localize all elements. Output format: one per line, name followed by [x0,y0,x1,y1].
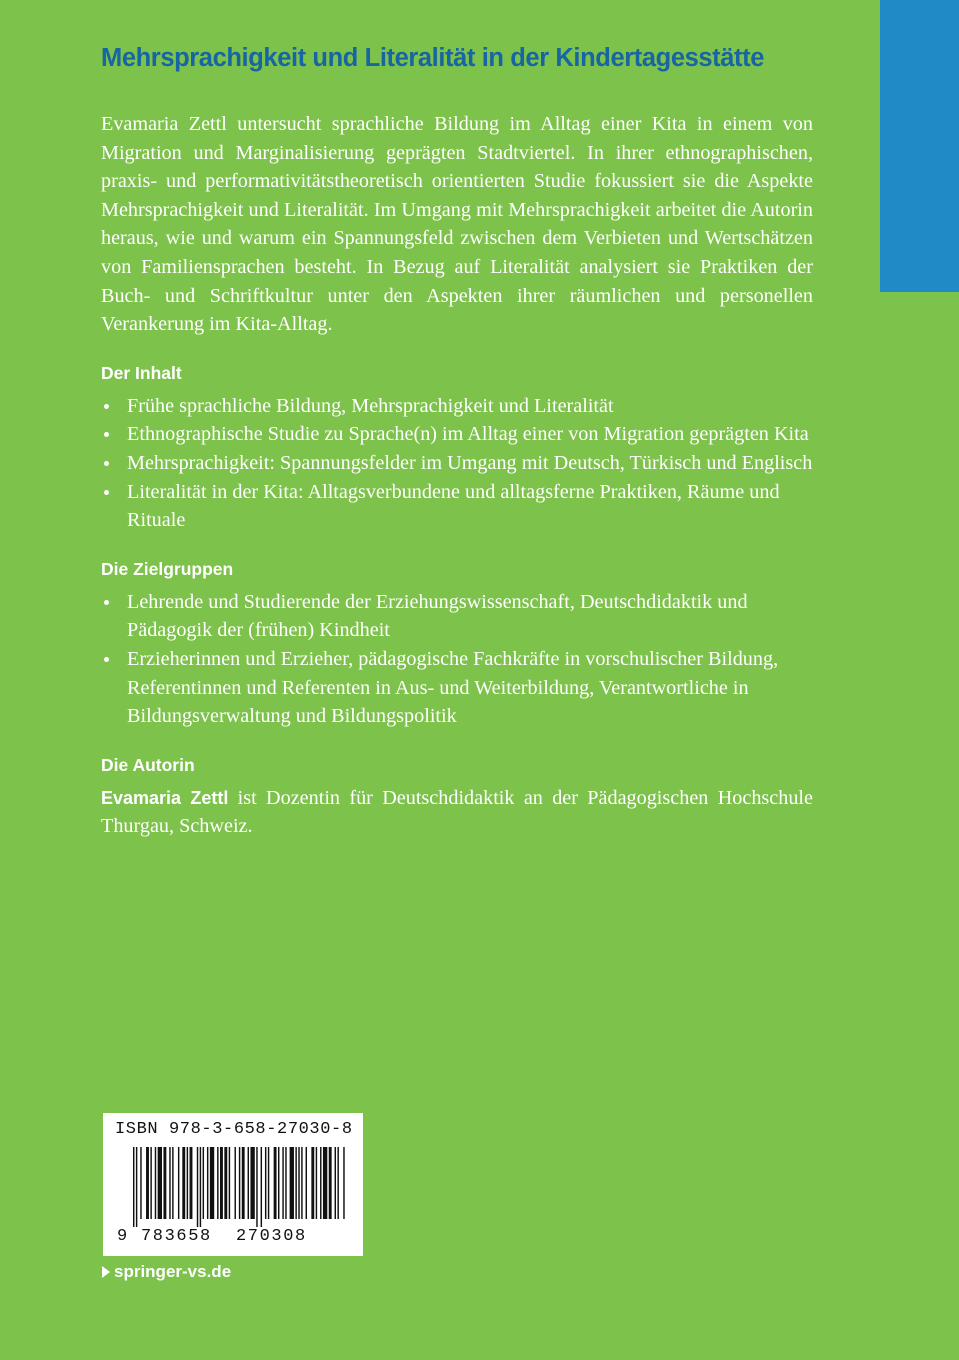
list-item: Literalität in der Kita: Alltagsverbundene und alltagsferne Praktiken, Räume und Rituale [101,478,813,535]
side-color-tab [880,0,959,292]
bullet-icon [104,404,109,409]
publisher-link[interactable] [102,1262,231,1282]
bullet-icon [104,657,109,662]
zielgruppen-list [101,588,813,731]
page-title: Mehrsprachigkeit und Literalität in der Kindertagesstätte [101,44,765,72]
author-bio [101,784,813,841]
bullet-icon [104,600,109,605]
arrow-right-icon [102,1266,110,1278]
author-name: Evamaria Zettl [101,787,229,808]
barcode-digits-left: 783658 [141,1227,212,1246]
publisher-url: springer-vs.de [114,1262,232,1281]
section-heading-inhalt: Der Inhalt [101,362,182,383]
section-heading-autorin: Die Autorin [101,754,195,775]
barcode-digits-right: 270308 [236,1227,307,1246]
barcode-digit-first: 9 [117,1227,128,1246]
list-item: Frühe sprachliche Bildung, Mehrsprachigkeit und Literalität [101,392,813,421]
inhalt-list [101,392,813,535]
list-item: Ethnographische Studie zu Sprache(n) im Alltag einer von Migration geprägten Kita [101,420,813,449]
bullet-icon [104,461,109,466]
list-item: Erzieherinnen und Erzieher, pädagogische Fachkräfte in vorschulischer Bildung, Referentinnen und Referenten in Aus- und Weiterbildung, Verantwortliche in Bildungsverwaltung und Bildungspolitik [101,645,813,731]
section-heading-zielgruppen: Die Zielgruppen [101,558,234,579]
isbn-label: ISBN 978-3-658-27030-8 [115,1120,353,1139]
bullet-icon [104,432,109,437]
bullet-icon [104,490,109,495]
barcode-bars [111,1147,355,1227]
author-bio-text: ist Dozentin für Deutschdidaktik an der Pädagogischen Hochschule Thurgau, Schweiz. [101,786,813,838]
back-cover-content [101,110,813,841]
isbn-barcode [103,1113,363,1256]
description-paragraph: Evamaria Zettl untersucht sprachliche Bildung im Alltag einer Kita in einem von Migration und Marginalisierung geprägten Stadtviertel. In ihrer ethnographischen, praxis- und performativitätstheoretisch orientierten Studie fokussiert sie die Aspekte Mehrsprachigkeit und Literalität. Im Umgang mit Mehrsprachigkeit arbeitet die Autorin heraus, wie und warum ein Spannungsfeld zwischen dem Verbieten und Wertschätzen von Familiensprachen besteht. In Bezug auf Literalität analysiert sie Praktiken der Buch- und Schriftkultur unter den Aspekten ihrer räumlichen und personellen Verankerung im Kita-Alltag. [101,113,813,336]
list-item: Lehrende und Studierende der Erziehungswissenschaft, Deutschdidaktik und Pädagogik der (frühen) Kindheit [101,588,813,645]
list-item: Mehrsprachigkeit: Spannungsfelder im Umgang mit Deutsch, Türkisch und Englisch [101,449,813,478]
